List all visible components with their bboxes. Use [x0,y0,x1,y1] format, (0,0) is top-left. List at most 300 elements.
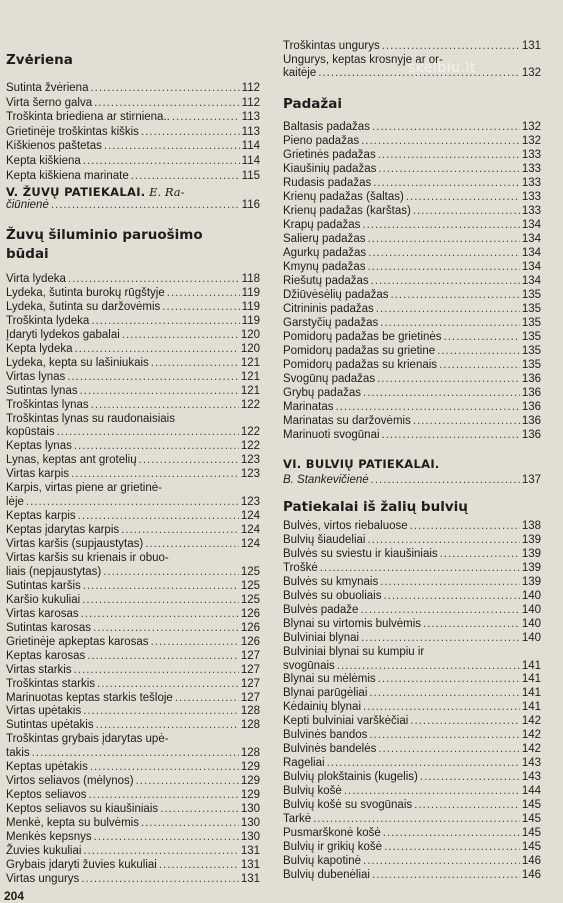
toc-leader-dots [369,687,519,700]
toc-entry [6,329,260,342]
toc-entry-page: 128 [240,705,260,718]
toc-entry-page: 139 [521,547,541,560]
toc-entry-title: Džiūvėsėlių padažas [283,289,389,301]
toc-entry-title: Rageliai [283,757,325,770]
toc-entry-title: Bulviniai blynai [283,631,360,644]
toc-leader-dots [83,845,238,858]
toc-leader-dots [413,415,520,428]
toc-entry [283,177,541,190]
toc-entry-title: Kiškienos paštetas [6,140,102,153]
toc-entry-page: 133 [521,163,541,175]
section-potato-author: B. Stankevičienė [283,474,369,486]
toc-entry [283,219,541,232]
toc-leader-dots [139,454,239,467]
toc-entry [6,594,260,607]
toc-entry [6,552,260,565]
toc-entry [283,701,541,714]
toc-entry-page: 135 [521,303,541,315]
toc-entry [6,831,260,844]
toc-leader-dots [83,580,239,593]
toc-entry-title: Bulvės su obuoliais [283,589,382,602]
toc-entry-title: Grietinėje troškintas kiškis [6,125,139,138]
toc-leader-dots [371,275,520,288]
toc-entry-page: 126 [240,635,260,648]
section-potato-label: VI. BULVIŲ PATIEKALAI. [283,457,440,471]
toc-entry-page: 130 [240,831,260,843]
toc-entry [6,413,260,426]
toc-entry [6,315,260,328]
toc-entry [283,757,541,770]
toc-leader-dots [320,562,520,575]
toc-entry-page: 143 [521,771,541,784]
section-fish [6,186,260,212]
toc-entry [6,803,260,816]
toc-entry-page: 121 [240,384,260,397]
toc-entry-page: 127 [240,649,260,662]
section-fish-author-cont: čiūnienė [6,199,49,211]
section-fish-page: 116 [241,199,260,211]
section-potato [283,458,541,484]
toc-leader-dots [337,660,520,673]
toc-entry [6,111,260,124]
toc-entry [6,664,260,677]
toc-entry-page: 135 [521,317,541,329]
toc-entry [283,673,541,686]
toc-entry [6,385,260,398]
toc-entry-title: Pomidorų padažas su grietine [283,345,436,357]
toc-entry-title: Bulvių ir grikių košė [283,840,383,853]
toc-entry-page: 143 [521,757,541,770]
toc-entry-page: 141 [521,701,541,714]
toc-entry [283,275,541,288]
toc-leader-dots [83,155,240,168]
toc-entry [283,590,541,603]
toc-leader-dots [383,827,520,840]
toc-entry-page: 136 [521,429,541,441]
toc-entry [283,331,541,344]
toc-entry [6,510,260,523]
toc-entry [283,429,541,442]
toc-leader-dots [94,97,240,110]
toc-entry-page: 121 [240,370,260,383]
toc-entry [283,618,541,631]
toc-entry-page: 136 [521,401,541,413]
toc-entry-page: 142 [521,729,541,742]
toc-leader-dots [373,177,520,190]
toc-entry-title: Kėdainių blynai [283,701,362,714]
toc-entry-title: Svogūnų padažas [283,373,376,385]
toc-entry [283,743,541,756]
toc-entry [283,149,541,162]
toc-entry [6,678,260,691]
toc-entry-page: 132 [521,121,541,133]
toc-entry-page: 120 [240,328,260,341]
toc-entry-title: Troškintas starkis [6,677,96,690]
toc-entry [6,357,260,370]
toc-entry [283,855,541,868]
toc-entry-page: 133 [521,191,541,203]
toc-entry [283,303,541,316]
toc-entry-page: 134 [521,275,541,287]
toc-leader-dots [145,538,239,551]
toc-entry-title: Virtas starkis [6,663,72,676]
toc-entry-title: Bulviniai blynai su kumpiu ir [283,645,425,658]
toc-entry [6,273,260,286]
toc-entry [6,789,260,802]
toc-entry-title: liais (nepjaustytas) [6,565,102,578]
toc-entry [283,729,541,742]
toc-entry [283,135,541,148]
toc-entry-page: 139 [521,561,541,574]
toc-entry-title: Kepta lydeka [6,342,73,355]
toc-entry-page: 136 [521,373,541,385]
toc-entry-title: Bulvių košė su svogūnais [283,799,413,811]
toc-entry-title: Sutinta žvėriena [6,82,89,94]
toc-entry-page: 122 [240,426,260,439]
toc-entry [6,440,260,453]
watermark: skelbiu.lt [408,60,476,76]
toc-entry [6,705,260,718]
heading-sauces: Padažai [283,96,343,112]
toc-entry-title: lėje [6,496,24,509]
toc-leader-dots [75,343,239,356]
toc-leader-dots [377,373,520,386]
toc-leader-dots [440,548,520,561]
toc-leader-dots [336,401,520,414]
toc-entry [283,562,541,575]
toc-entry [283,827,541,840]
toc-entry-title: takis [6,747,30,760]
toc-entry-title: Pieno padažas [283,135,360,147]
toc-entry-title: Karpis, virtas piene ar grietinė- [6,482,162,495]
toc-entry-page: 126 [240,607,260,620]
toc-entry-page: 112 [241,82,260,94]
toc-entry [283,576,541,589]
toc-entry-page: 122 [240,440,260,453]
toc-leader-dots [141,817,239,830]
toc-leader-dots [380,317,520,330]
toc-entry-title: kopūstais [6,426,55,439]
toc-entry-title: Lydeka, kepta su lašiniukais [6,356,149,369]
toc-entry-page: 119 [241,314,260,327]
toc-entry-title: Bulvių kapotinė [283,854,361,867]
toc-entry [6,170,260,183]
toc-entry [6,747,260,760]
toc-entry-page: 145 [521,840,541,853]
toc-entry-title: Įdaryti lydekos gabalai [6,328,120,341]
toc-entry-page: 141 [521,687,541,700]
toc-entry-title: Citrininis padažas [283,303,374,315]
toc-leader-dots [410,520,520,533]
toc-entry-page: 131 [240,858,260,871]
toc-leader-dots [378,149,520,162]
toc-entry-title: Virta šerno galva [6,96,93,109]
toc-entry-page: 128 [240,719,260,732]
toc-leader-dots [151,636,239,649]
toc-entry-title: Grybais įdaryti žuvies kukuliai [6,858,157,871]
toc-leader-dots [81,608,239,621]
toc-entry-title: Bulvių košė [283,785,342,798]
toc-entry-page: 131 [240,844,260,857]
toc-entry-page: 133 [521,177,541,189]
toc-entry-page: 140 [521,617,541,630]
toc-entry [283,869,541,882]
toc-entry [6,496,260,509]
toc-entry-page: 123 [240,496,260,509]
toc-entry [6,524,260,537]
toc-entry-page: 134 [521,233,541,245]
toc-leader-dots [383,590,519,603]
toc-entry-title: Virtas lynas [6,370,66,383]
toc-entry [283,534,541,547]
toc-leader-dots [378,673,520,686]
toc-entry-title: Virtas karšis su krienais ir obuo- [6,552,169,564]
toc-entry [6,426,260,439]
toc-entry-title: Tarkė [283,812,312,825]
toc-entry-title: Keptas karpis [6,510,76,523]
toc-entry [6,636,260,649]
toc-entry-page: 128 [240,747,260,760]
toc-entry-title: Sutintas karšis [6,579,81,592]
toc-entry-title: Virta lydeka [6,273,66,285]
toc-entry-page: 146 [521,854,541,867]
toc-leader-dots [444,331,520,344]
toc-leader-dots [90,761,239,774]
heading-thermal-1: Žuvų šiluminio paruošimo [6,227,203,243]
section-potato-author-line [283,474,541,487]
toc-entry [283,359,541,372]
toc-entry-title: Baltasis padažas [283,121,370,133]
toc-entry-title: kaitėje [283,67,317,79]
toc-entry [6,301,260,314]
toc-entry-page: 136 [521,415,541,427]
toc-entry-title: Menkės kepsnys [6,831,92,843]
toc-entry-title: Virtas karšis (supjaustytas) [6,538,144,551]
toc-entry-page: 125 [240,579,260,592]
toc-leader-dots [439,359,520,372]
toc-entry-title: Keptas upėtakis [6,761,88,774]
toc-entry-title: Blynai su mėlėmis [283,673,376,686]
toc-leader-dots [410,715,520,728]
toc-entry-page: 125 [240,593,260,606]
toc-entry-title: Lydeka, šutinta burokų rūgštyje [6,286,165,299]
toc-leader-dots [361,135,520,148]
toc-entry-title: Bulvės padaže [283,603,359,616]
section-potato-page: 137 [521,474,541,486]
toc-entry-page: 126 [240,621,260,634]
toc-entry [6,97,260,110]
toc-leader-dots [162,301,239,314]
toc-entry-page: 123 [240,468,260,481]
toc-entry-title: Bulvinės bandos [283,729,368,742]
toc-leader-dots [96,719,239,732]
toc-entry-title: Virtos seliavos (mėlynos) [6,775,134,788]
toc-entry-page: 136 [521,387,541,399]
toc-entry-title: Keptos seliavos su kiaušiniais [6,803,159,816]
toc-entry-page: 124 [240,510,260,523]
toc-entry [283,715,541,728]
toc-leader-dots [367,261,519,274]
toc-entry-title: Troškinta lydeka [6,314,90,327]
toc-entry-title: Blynai su virtomis bulvėmis [283,617,422,630]
toc-leader-dots [141,126,240,139]
toc-entry [283,520,541,533]
toc-leader-dots [372,121,520,134]
toc-entry [283,121,541,134]
toc-entry-page: 146 [521,868,541,881]
toc-leader-dots [390,289,519,302]
toc-entry [283,163,541,176]
toc-leader-dots [87,650,239,663]
toc-leader-dots [344,785,520,798]
toc-entry-page: 140 [521,589,541,602]
toc-entry-title: Kepti bulviniai varškėčiai [283,715,409,728]
toc-leader-dots [167,287,240,300]
toc-leader-dots [313,813,520,826]
toc-entry [6,454,260,467]
toc-entry-page: 144 [521,785,541,798]
toc-entry [6,343,260,356]
toc-leader-dots [90,82,239,95]
toc-entry-page: 145 [521,799,541,811]
toc-leader-dots [91,315,239,328]
toc-entry [283,687,541,700]
toc-entry-page: 127 [240,691,260,704]
toc-entry [6,733,260,746]
toc-entry-title: Pusmarškonė košė [283,826,381,839]
toc-entry-title: Virtas ungurys [6,872,80,885]
toc-entry-page: 133 [521,205,541,217]
toc-entry [283,841,541,854]
toc-entry-page: 121 [240,356,260,369]
toc-leader-dots [104,140,240,153]
toc-entry-title: Bulvių dubenėliai [283,868,370,881]
toc-entry-title: Kepta kiškiena [6,155,81,167]
toc-entry-title: Grietinėje apkeptas karosas [6,635,149,648]
toc-entry-title: Žuvies kukuliai [6,844,82,857]
toc-entry-page: 142 [521,743,541,756]
toc-entry-title: Keptas įdarytas karpis [6,524,120,537]
toc-entry [283,646,541,659]
toc-leader-dots [360,604,519,617]
toc-entry [6,468,260,481]
toc-entry [6,140,260,153]
toc-leader-dots [71,468,239,481]
heading-zveriena: Zvėriena [6,52,73,68]
heading-raw-potatoes: Patiekalai iš žalių bulvių [283,499,468,515]
toc-entry-title: Riešutų padažas [283,275,369,287]
toc-entry-title: Bulvių plokštainis (kugelis) [283,771,418,784]
toc-entry-page: 132 [521,135,541,147]
toc-entry-page: 114 [241,155,260,167]
toc-entry-title: Troškintas lynas [6,398,89,411]
toc-entry-page: 135 [521,331,541,343]
toc-entry [6,719,260,732]
toc-entry-title: Bulvės su kmynais [283,575,379,588]
toc-entry [283,261,541,274]
toc-entry-page: 141 [521,659,541,672]
toc-leader-dots [420,771,520,784]
toc-leader-dots [372,869,520,882]
toc-leader-dots [160,803,239,816]
toc-entry-title: Bulvės su sviestu ir kiaušiniais [283,547,438,560]
toc-entry [283,799,541,812]
toc-entry-page: 129 [240,775,260,788]
toc-entry [6,650,260,663]
toc-leader-dots [151,357,239,370]
toc-entry-page: 130 [240,817,260,830]
toc-leader-dots [382,429,520,442]
toc-entry-page: 124 [240,538,260,551]
toc-entry-title: Virtas karpis [6,468,70,481]
toc-entry [283,289,541,302]
toc-entry-title: Marinuoti svogūnai [283,429,380,441]
toc-entry-title: Sutintas upėtakis [6,719,94,732]
toc-entry-page: 132 [521,67,541,79]
toc-leader-dots [81,873,239,886]
toc-leader-dots [26,496,239,509]
toc-entry-page: 141 [521,673,541,686]
toc-entry-page: 113 [241,111,260,124]
toc-leader-dots [361,632,520,645]
toc-entry-page: 127 [240,677,260,690]
heading-thermal-2: būdai [6,246,49,262]
toc-entry-page: 113 [241,125,260,138]
toc-entry-title: Kmynų padažas [283,261,366,273]
toc-entry-title: Grybų padažas [283,387,361,399]
toc-entry-title: Rudasis padažas [283,177,372,189]
toc-leader-dots [159,859,239,872]
toc-leader-dots [363,387,520,400]
toc-entry-title: Agurkų padažas [283,247,367,259]
toc-leader-dots [89,789,239,802]
toc-entry-page: 131 [521,40,541,52]
toc-entry-title: Troškintas grybais įdarytas upė- [6,733,169,746]
toc-leader-dots [362,219,519,232]
toc-entry-title: Krapų padažas [283,219,361,231]
toc-leader-dots [384,841,520,854]
toc-entry [283,317,541,330]
toc-entry [6,859,260,872]
toc-leader-dots [67,371,239,384]
toc-entry-title: Krienų padažas (karštas) [283,205,411,217]
toc-entry-page: 134 [521,261,541,273]
toc-entry-page: 133 [521,149,541,161]
toc-entry-page: 118 [241,273,260,285]
toc-entry-title: Marinatas [283,401,334,413]
toc-entry-title: Bulvinės bandelės [283,743,377,756]
toc-leader-dots [131,170,240,183]
toc-entry-page: 145 [521,812,541,825]
toc-entry-page: 119 [241,300,260,313]
toc-leader-dots [376,303,520,316]
toc-leader-dots [413,205,520,218]
toc-entry-title: Menkė, kepta su bulvėmis [6,817,139,830]
toc-entry-title: Troškintas ungurys [283,40,380,52]
toc-entry-title: Keptas karosas [6,649,86,662]
toc-entry-title: Troškintas lynas su raudonaisiais [6,412,175,425]
toc-entry [283,233,541,246]
toc-entry-page: 140 [521,631,541,644]
toc-entry-page: 112 [241,96,260,109]
toc-entry [283,771,541,784]
toc-entry [283,387,541,400]
toc-leader-dots [78,510,239,523]
toc-entry [283,785,541,798]
toc-entry [6,566,260,579]
toc-leader-dots [57,426,239,439]
toc-entry-title: Troškinta briediena ar stirniena.. [6,111,170,124]
